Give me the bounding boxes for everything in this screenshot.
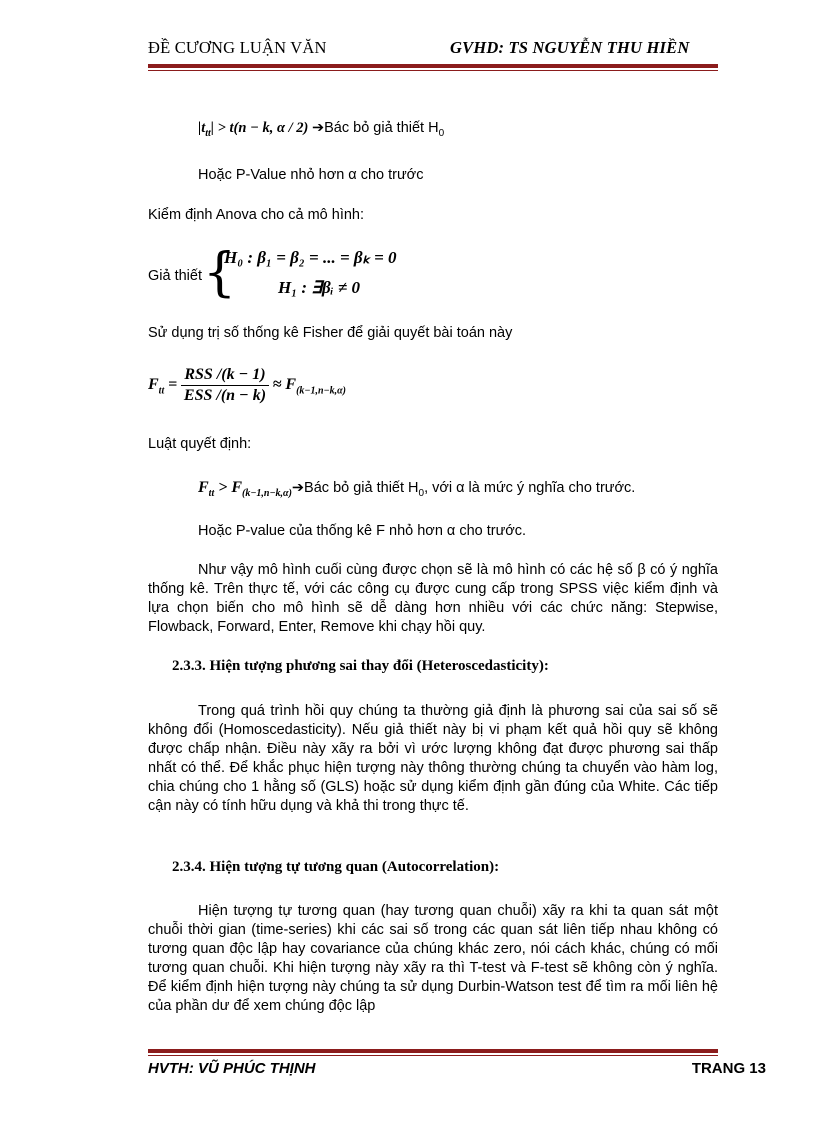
heading-heteroscedasticity: 2.3.3. Hiện tượng phương sai thay đổi (Heteroscedasticity): <box>172 658 549 674</box>
header-advisor: GVHD: TS NGUYỄN THU HIỀN <box>450 38 690 57</box>
paragraph-autocorrelation: Hiện tượng tự tương quan (hay tương quan chuỗi) xãy ra khi ta quan sát một chuỗi thời gian (time-series) khi các sai số trong các quan sát liên tiếp nhau không có tương quan độc lập hay covariance của chúng khác zero, nói cách khác, chúng có mối tương quan chuỗi. Khi hiện tượng này xãy ra thì T-test và F-test sẽ không còn ý nghĩa. Để kiểm định hiện tượng này chúng ta sử dụng Durbin-Watson test để tìm ra mối liên hệ của phần dư để xem chúng độc lập <box>148 903 718 1014</box>
footer-rule-thin <box>148 1055 718 1056</box>
f-decision-line: $F_{tt}$ > $F_{(k-1,n-k,\alpha)}➔Bác$ bỏ giả thiết $H_0$, với α là mức ý nghĩa cho trước. <box>198 479 636 500</box>
p-value-line-1: Hoặc P-Value nhỏ hơn α cho trước <box>198 167 424 183</box>
anova-intro: Kiểm định Anova cho cả mô hình: <box>148 207 365 223</box>
brace-icon: { <box>203 243 237 303</box>
header-title: ĐỀ CƯƠNG LUẬN VĂN <box>148 38 327 57</box>
footer-rule-thick <box>148 1049 718 1053</box>
header-rule-thin <box>148 70 718 71</box>
heading-autocorrelation: 2.3.4. Hiện tượng tự tương quan (Autocorrelation): <box>172 859 500 875</box>
hypothesis-h1: H₁ : ∃βᵢ ≠ 0 <box>278 278 360 297</box>
header-rule-thick <box>148 64 718 68</box>
f-fraction: $\frac{\text{RSS /(k − 1)}}{\text{ESS /(n − k)}}$ <box>181 366 268 405</box>
t-test-formula-line <box>198 120 444 139</box>
paragraph-heteroscedasticity: Trong quá trình hồi quy chúng ta thường giả định là phương sai của sai số sẽ không đổi (Homoscedasticity). Nếu giả thiết này bị vi phạm kết quả hồi quy sẽ không được chấp nhận. Điều này xãy ra bởi vì ước lượng không đạt được phương sai thấp nhất có thể. Để khắc phục hiện tượng này thông thường chúng ta chuyển vào hàm log, chia chúng cho 1 hằng số (GLS) hoặc sử dụng kiểm định gần đúng của White. Các tiếp cận này có tính hữu dụng và khả thi trong thực tế. <box>148 703 718 814</box>
t-decision: ➔Bác bỏ giả thiết $H_0$ <box>311 120 445 139</box>
fisher-intro: Sử dụng trị số thống kê Fisher để giải quyết bài toán này <box>148 325 513 341</box>
p-value-line-2: Hoặc P-value của thống kê F nhỏ hơn α cho trước. <box>198 523 527 539</box>
f-statistic-formula: $F_{tt}$ = $\frac{\text{RSS /(k − 1)}}{\text{ESS /(n − k)}}$ ≈ $F_{(k-1,n-k,\alpha)}$ <box>148 366 346 404</box>
footer-author: HVTH: VŨ PHÚC THỊNH <box>148 1060 316 1077</box>
decision-rule-label: Luật quyết định: <box>148 436 252 452</box>
t-formula: $|t_{tt}| > t(n - k$, α / 2) <box>198 120 309 139</box>
paragraph-model-selection: Như vậy mô hình cuối cùng được chọn sẽ là mô hình có các hệ số β có ý nghĩa thống kê. Trên thực tế, với các công cụ được cung cấp trong SPSS việc kiểm định và lựa chọn biến cho mô hình sẽ dễ dàng hơn nhiều với các chức năng: Stepwise, Flowback, Forward, Enter, Remove khi chạy hồi quy. <box>148 562 718 635</box>
footer-page-number: TRANG 13 <box>691 1060 766 1077</box>
hypothesis-label: Giả thiết <box>148 268 202 284</box>
hypothesis-h0: H₀ : β₁ = β₂ = ... = βₖ = 0 <box>224 248 397 267</box>
